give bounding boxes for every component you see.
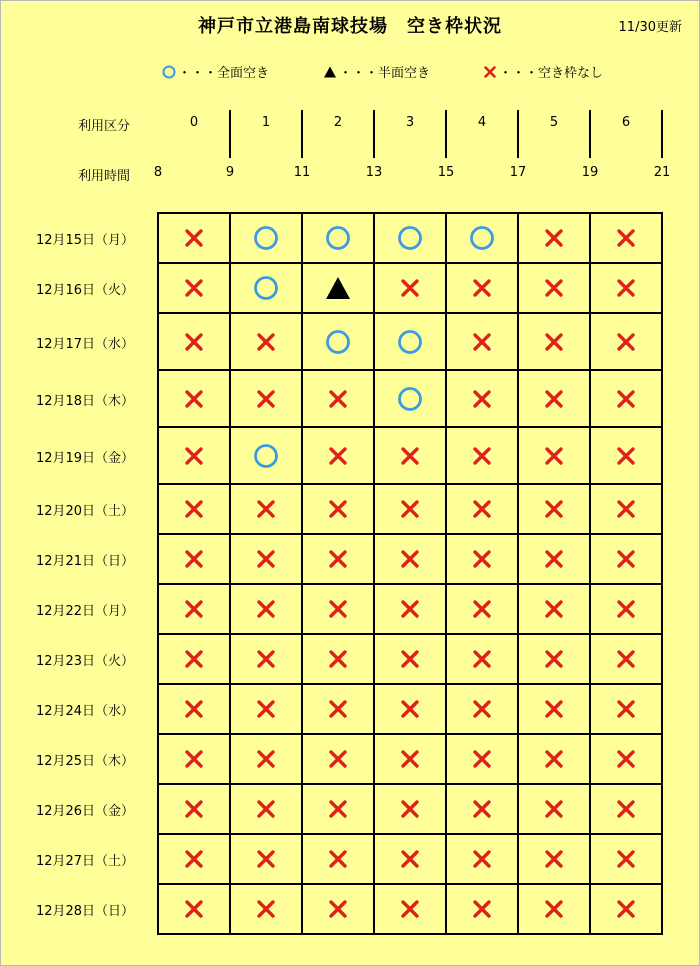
- cross-icon: [183, 331, 205, 353]
- slot-cell: [518, 584, 590, 634]
- slot-cell: [230, 684, 302, 734]
- cross-icon: [471, 277, 493, 299]
- date-label: 12月23日（火）: [35, 654, 135, 669]
- slot-cell: [518, 263, 590, 313]
- slot-cell: [518, 784, 590, 834]
- slot-cell: [158, 784, 230, 834]
- cross-icon: [183, 445, 205, 467]
- division-value: 1: [261, 115, 271, 130]
- slot-cell: [302, 370, 374, 427]
- slot-cell: [446, 213, 518, 263]
- cross-icon: [615, 498, 637, 520]
- cross-icon: [615, 227, 637, 249]
- cross-icon: [543, 548, 565, 570]
- time-tick: [589, 110, 591, 158]
- table-row: [158, 734, 662, 784]
- cross-icon: [255, 798, 277, 820]
- cross-icon: [543, 331, 565, 353]
- date-label: 12月17日（水）: [35, 336, 135, 352]
- time-value: 11: [293, 165, 311, 180]
- cross-icon: [399, 598, 421, 620]
- slot-cell: [446, 834, 518, 884]
- table-row: [158, 263, 662, 313]
- cross-icon: [543, 798, 565, 820]
- cross-icon: [327, 698, 349, 720]
- cross-icon: [255, 748, 277, 770]
- slot-cell: [518, 484, 590, 534]
- date-label: 12月24日（水）: [35, 704, 135, 719]
- cross-icon: [399, 277, 421, 299]
- cross-icon: [471, 548, 493, 570]
- cross-icon: [543, 748, 565, 770]
- slot-cell: [446, 684, 518, 734]
- cross-icon: [255, 331, 277, 353]
- slot-cell: [374, 427, 446, 484]
- cross-icon: [327, 445, 349, 467]
- cross-icon: [183, 648, 205, 670]
- cross-icon: [471, 388, 493, 410]
- cross-icon: [183, 848, 205, 870]
- slot-cell: [374, 484, 446, 534]
- cross-icon: [399, 848, 421, 870]
- cross-icon: [615, 698, 637, 720]
- cross-icon: [327, 598, 349, 620]
- slot-cell: [230, 313, 302, 370]
- cross-icon: [255, 848, 277, 870]
- slot-cell: [590, 534, 662, 584]
- cross-icon: [471, 898, 493, 920]
- slot-cell: [230, 534, 302, 584]
- circle-icon: [253, 275, 279, 301]
- cross-icon: [327, 748, 349, 770]
- table-row: [158, 834, 662, 884]
- cross-icon: [183, 698, 205, 720]
- table-row: [158, 534, 662, 584]
- slot-cell: [590, 213, 662, 263]
- circle-icon: [325, 225, 351, 251]
- date-label: 12月21日（日）: [35, 554, 135, 569]
- slot-cell: [374, 213, 446, 263]
- table-row: [158, 684, 662, 734]
- slot-cell: [230, 213, 302, 263]
- table-row: [158, 370, 662, 427]
- cross-icon: [327, 898, 349, 920]
- slot-cell: [446, 370, 518, 427]
- legend-item-full: [162, 62, 269, 81]
- cross-icon: [471, 598, 493, 620]
- cross-icon: [615, 598, 637, 620]
- slot-cell: [158, 734, 230, 784]
- slot-cell: [590, 427, 662, 484]
- slot-cell: [230, 484, 302, 534]
- slot-cell: [446, 427, 518, 484]
- cross-icon: [255, 648, 277, 670]
- cross-icon: [399, 548, 421, 570]
- table-row: [158, 484, 662, 534]
- circle-icon: [469, 225, 495, 251]
- slot-cell: [302, 684, 374, 734]
- slot-cell: [590, 484, 662, 534]
- date-label: 12月16日（火）: [35, 283, 135, 298]
- time-tick: [301, 110, 303, 158]
- slot-cell: [518, 834, 590, 884]
- division-value: 3: [405, 115, 415, 130]
- triangle-icon: [323, 65, 337, 79]
- table-row: [158, 634, 662, 684]
- triangle-icon: [325, 275, 351, 301]
- cross-icon: [615, 277, 637, 299]
- slot-cell: [302, 263, 374, 313]
- date-label: 12月19日（金）: [35, 450, 135, 466]
- cross-icon: [543, 898, 565, 920]
- slot-cell: [374, 834, 446, 884]
- slot-cell: [518, 313, 590, 370]
- cross-icon: [471, 648, 493, 670]
- slot-cell: [446, 584, 518, 634]
- slot-cell: [230, 634, 302, 684]
- cross-icon: [615, 898, 637, 920]
- date-label: 12月28日（日）: [35, 904, 135, 919]
- slot-cell: [158, 427, 230, 484]
- slot-cell: [158, 834, 230, 884]
- slot-cell: [302, 784, 374, 834]
- slot-cell: [446, 884, 518, 934]
- cross-icon: [183, 748, 205, 770]
- time-tick: [229, 110, 231, 158]
- slot-cell: [230, 263, 302, 313]
- slot-cell: [374, 884, 446, 934]
- slot-cell: [590, 684, 662, 734]
- slot-cell: [590, 313, 662, 370]
- division-value: 4: [477, 115, 487, 130]
- slot-cell: [230, 734, 302, 784]
- slot-cell: [158, 213, 230, 263]
- cross-icon: [615, 548, 637, 570]
- cross-icon: [183, 898, 205, 920]
- date-label: 12月15日（月）: [35, 233, 135, 248]
- date-label: 12月22日（月）: [35, 604, 135, 619]
- cross-icon: [183, 227, 205, 249]
- slot-cell: [446, 734, 518, 784]
- legend-item-half: [323, 62, 430, 81]
- slot-cell: [374, 313, 446, 370]
- table-row: [158, 213, 662, 263]
- cross-icon: [543, 388, 565, 410]
- availability-table: [157, 212, 663, 935]
- legend-label-half: ・・・半面空き: [339, 66, 431, 81]
- page-title: 神戸市立港島南球技場 空き枠状況: [198, 16, 502, 37]
- slot-cell: [590, 784, 662, 834]
- cross-icon: [471, 445, 493, 467]
- circle-icon: [325, 329, 351, 355]
- division-value: 0: [189, 115, 199, 130]
- cross-icon: [255, 698, 277, 720]
- slot-cell: [230, 834, 302, 884]
- cross-icon: [543, 598, 565, 620]
- slot-cell: [302, 734, 374, 784]
- cross-icon: [327, 648, 349, 670]
- cross-icon: [327, 548, 349, 570]
- table-row: [158, 584, 662, 634]
- circle-icon: [253, 443, 279, 469]
- division-value: 2: [333, 115, 343, 130]
- time-tick: [517, 110, 519, 158]
- date-label: 12月27日（土）: [35, 854, 135, 869]
- cross-icon: [543, 698, 565, 720]
- cross-icon: [471, 331, 493, 353]
- slot-cell: [446, 263, 518, 313]
- cross-icon: [471, 698, 493, 720]
- division-value: 5: [549, 115, 559, 130]
- cross-icon: [399, 798, 421, 820]
- slot-cell: [518, 427, 590, 484]
- slot-cell: [518, 213, 590, 263]
- slot-cell: [158, 263, 230, 313]
- date-label: 12月18日（木）: [35, 393, 135, 409]
- cross-icon: [471, 848, 493, 870]
- slot-cell: [230, 370, 302, 427]
- slot-cell: [302, 584, 374, 634]
- slot-cell: [230, 427, 302, 484]
- division-label: 利用区分: [78, 119, 131, 134]
- slot-cell: [230, 784, 302, 834]
- slot-cell: [158, 584, 230, 634]
- slot-cell: [302, 427, 374, 484]
- cross-icon: [327, 388, 349, 410]
- slot-cell: [158, 684, 230, 734]
- cross-icon: [543, 498, 565, 520]
- slot-cell: [374, 634, 446, 684]
- circle-icon: [397, 386, 423, 412]
- table-row: [158, 427, 662, 484]
- table-row: [158, 784, 662, 834]
- cross-icon: [255, 388, 277, 410]
- slot-cell: [446, 784, 518, 834]
- slot-cell: [302, 884, 374, 934]
- cross-icon: [255, 598, 277, 620]
- date-label: 12月20日（土）: [35, 504, 135, 519]
- slot-cell: [374, 734, 446, 784]
- slot-cell: [158, 370, 230, 427]
- cross-icon: [183, 548, 205, 570]
- slot-cell: [158, 634, 230, 684]
- slot-cell: [518, 884, 590, 934]
- cross-icon: [327, 848, 349, 870]
- cross-icon: [483, 65, 497, 79]
- slot-cell: [158, 534, 230, 584]
- time-tick: [661, 110, 663, 158]
- cross-icon: [255, 498, 277, 520]
- cross-icon: [183, 598, 205, 620]
- slot-cell: [374, 684, 446, 734]
- slot-cell: [374, 584, 446, 634]
- cross-icon: [471, 798, 493, 820]
- cross-icon: [615, 388, 637, 410]
- circle-icon: [162, 65, 176, 79]
- slot-cell: [590, 370, 662, 427]
- slot-cell: [374, 370, 446, 427]
- slot-cell: [302, 534, 374, 584]
- time-value: 8: [153, 165, 163, 180]
- slot-cell: [518, 534, 590, 584]
- slot-cell: [302, 213, 374, 263]
- cross-icon: [183, 388, 205, 410]
- cross-icon: [255, 898, 277, 920]
- slot-cell: [158, 884, 230, 934]
- slot-cell: [302, 834, 374, 884]
- division-value: 6: [621, 115, 631, 130]
- cross-icon: [399, 898, 421, 920]
- cross-icon: [615, 848, 637, 870]
- cross-icon: [183, 277, 205, 299]
- cross-icon: [543, 848, 565, 870]
- circle-icon: [253, 225, 279, 251]
- cross-icon: [255, 548, 277, 570]
- updated-date: 11/30更新: [618, 20, 682, 35]
- legend-item-none: [483, 62, 603, 81]
- slot-cell: [590, 263, 662, 313]
- cross-icon: [543, 227, 565, 249]
- cross-icon: [471, 498, 493, 520]
- time-tick: [445, 110, 447, 158]
- slot-cell: [590, 734, 662, 784]
- cross-icon: [543, 445, 565, 467]
- cross-icon: [399, 698, 421, 720]
- cross-icon: [543, 277, 565, 299]
- cross-icon: [183, 498, 205, 520]
- slot-cell: [518, 684, 590, 734]
- slot-cell: [590, 584, 662, 634]
- slot-cell: [374, 784, 446, 834]
- date-label: 12月25日（木）: [35, 754, 135, 769]
- slot-cell: [518, 370, 590, 427]
- circle-icon: [397, 225, 423, 251]
- time-value: 21: [653, 165, 671, 180]
- time-tick: [373, 110, 375, 158]
- slot-cell: [446, 634, 518, 684]
- cross-icon: [327, 798, 349, 820]
- time-value: 9: [225, 165, 235, 180]
- table-row: [158, 313, 662, 370]
- slot-cell: [446, 313, 518, 370]
- slot-cell: [518, 734, 590, 784]
- slot-cell: [230, 584, 302, 634]
- legend-label-full: ・・・全面空き: [178, 66, 270, 81]
- time-value: 15: [437, 165, 455, 180]
- cross-icon: [615, 445, 637, 467]
- time-value: 19: [581, 165, 599, 180]
- cross-icon: [615, 748, 637, 770]
- cross-icon: [399, 648, 421, 670]
- cross-icon: [183, 798, 205, 820]
- slot-cell: [302, 313, 374, 370]
- slot-cell: [446, 534, 518, 584]
- table-row: [158, 884, 662, 934]
- cross-icon: [615, 648, 637, 670]
- legend-label-none: ・・・空き枠なし: [499, 66, 604, 81]
- cross-icon: [471, 748, 493, 770]
- slot-cell: [302, 484, 374, 534]
- slot-cell: [590, 834, 662, 884]
- slot-cell: [590, 634, 662, 684]
- cross-icon: [327, 498, 349, 520]
- slot-cell: [302, 634, 374, 684]
- slot-cell: [374, 263, 446, 313]
- cross-icon: [399, 445, 421, 467]
- slot-cell: [518, 634, 590, 684]
- cross-icon: [399, 748, 421, 770]
- cross-icon: [615, 798, 637, 820]
- cross-icon: [399, 498, 421, 520]
- cross-icon: [543, 648, 565, 670]
- date-label: 12月26日（金）: [35, 804, 135, 819]
- slot-cell: [446, 484, 518, 534]
- time-value: 13: [365, 165, 383, 180]
- slot-cell: [590, 884, 662, 934]
- slot-cell: [158, 313, 230, 370]
- circle-icon: [397, 329, 423, 355]
- cross-icon: [615, 331, 637, 353]
- slot-cell: [158, 484, 230, 534]
- slot-cell: [230, 884, 302, 934]
- slot-cell: [374, 534, 446, 584]
- time-label: 利用時間: [78, 169, 131, 184]
- time-value: 17: [509, 165, 527, 180]
